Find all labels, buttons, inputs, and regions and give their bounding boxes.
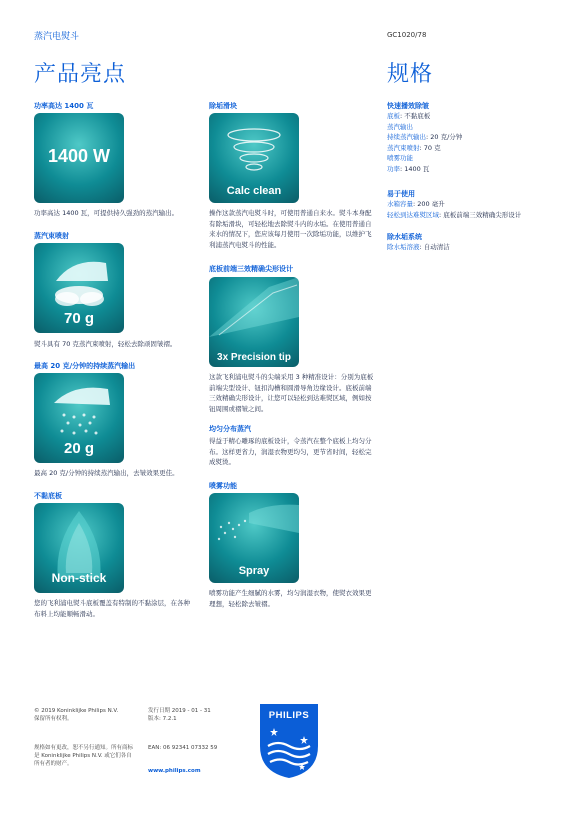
spray-tile	[209, 493, 299, 583]
philips-logo	[258, 702, 320, 780]
version: 版本: 7.2.1	[148, 716, 177, 722]
feature-text-distribution: 得益于精心雕琢的底板设计，令蒸汽在整个底板上均匀分布。这样更省力，润湿衣物更均匀，更节省时间，轻松完成熨烫。	[209, 437, 372, 466]
feature-title-power: 功率高达 1400 瓦	[34, 102, 94, 110]
feature-title-continuous: 最高 20 克/分钟的持续蒸汽输出	[34, 362, 136, 370]
non-stick-tile	[34, 503, 124, 593]
spec-line: 喷雾功能	[387, 154, 413, 162]
highlights-title: 产品亮点	[34, 62, 127, 87]
footer-disclaimer: 规格如有更改，恕不另行通知。所有商标是 Koninklijke Philips N.V. 或它们各自所有者的财产。	[34, 745, 134, 767]
specs-group-ease	[387, 189, 562, 220]
footer-ean: EAN: 06 92341 07332 59	[148, 745, 218, 751]
spec-line: 持续蒸汽输出: 20 克/分钟	[387, 133, 463, 141]
steam-shot-tile	[34, 243, 124, 333]
feature-title-tip: 底板前端三效精确尖形设计	[209, 265, 293, 273]
feature-title-nonstick: 不黏底板	[34, 492, 62, 500]
spec-line: 轻松到达难熨区域: 底板前端三效精确尖形设计	[387, 210, 522, 219]
specs-title: 规格	[387, 62, 434, 87]
specs-group-performance	[387, 101, 562, 174]
model-number: GC1020/78	[387, 31, 427, 39]
calc-clean-tile-label: Calc clean	[226, 185, 282, 197]
copyright-text: © 2019 Koninklijke Philips N.V.	[34, 708, 119, 714]
power-tile	[34, 113, 124, 203]
spec-title-descale: 除水垢系统	[387, 233, 422, 241]
feature-text-continuous: 最高 20 克/分钟的持续蒸汽输出，去皱效果更佳。	[34, 469, 179, 477]
spec-line: 水箱容量: 200 毫升	[387, 200, 445, 208]
spec-line: 蒸汽束喷射: 70 克	[387, 143, 441, 152]
footer-copyright	[34, 707, 134, 723]
spec-line: 除水垢溶液: 自动清洁	[387, 243, 450, 251]
feature-text-calc: 操作这款蒸汽电熨斗时，可使用普通自来水。熨斗本身配有除垢滑块，可轻松地去除熨斗内的水垢。在使用普通自来水的情况下，您应该每月使用一次除垢功能，以维护飞利浦蒸汽电熨斗的性能。	[209, 209, 372, 249]
power-tile-label: 1400 W	[47, 146, 111, 166]
feature-text-spray: 喷雾功能产生细腻的水雾，均匀润湿衣物，使熨衣效果更理想，轻松除去皱褶。	[209, 589, 372, 608]
issue-date: 发行日期 2019 - 01 - 31	[148, 708, 211, 714]
product-name: 蒸汽电熨斗	[34, 32, 80, 42]
spec-line: 蒸汽输出	[387, 122, 413, 131]
non-stick-tile-label: Non-stick	[51, 571, 107, 585]
website-link[interactable]: www.philips.com	[148, 768, 201, 774]
feature-title-spray: 喷雾功能	[209, 482, 237, 490]
feature-title-distribution: 均匀分布蒸汽	[209, 425, 251, 433]
continuous-steam-tile	[34, 373, 124, 463]
footer-issue	[148, 707, 248, 723]
spec-title-performance: 快速播效除皱	[387, 102, 429, 110]
spec-line: 功率: 1400 瓦	[387, 164, 430, 173]
feature-text-tip: 这款飞利浦电熨斗的尖端采用 3 种精准设计：分别为底板前端尖型设计、钮扣沟槽和圆滑导角边缘设计。底板前端三效精确尖形设计，让您可以轻松到达难熨区域，例如按钮周围或褶皱之间。	[209, 373, 374, 413]
feature-text-shot: 熨斗具有 70 克蒸汽束喷射，轻松去除顽固皱褶。	[34, 340, 177, 348]
brand-wordmark: PHILIPS	[268, 710, 310, 721]
continuous-steam-tile-label: 20 g	[63, 440, 94, 457]
specs-group-descale	[387, 232, 562, 253]
precision-tip-tile	[209, 277, 299, 367]
feature-text-power: 功率高达 1400 瓦，可提供持久强劲的蒸汽输出。	[34, 209, 179, 217]
rights-text: 保留所有权利。	[34, 716, 73, 722]
spec-line: 底板: 不黏底板	[387, 112, 431, 120]
spec-title-ease: 易于使用	[387, 190, 415, 198]
feature-title-shot: 蒸汽束喷射	[34, 232, 69, 240]
spray-tile-label: Spray	[238, 565, 270, 577]
feature-text-nonstick: 您的飞利浦电熨斗底板覆盖有特制的不黏涂层，在各种布料上均能顺畅滑动。	[34, 599, 190, 618]
precision-tip-tile-label: 3x Precision tip	[217, 352, 291, 363]
calc-clean-tile	[209, 113, 299, 203]
feature-title-calc: 除垢滑块	[209, 102, 237, 110]
steam-shot-tile-label: 70 g	[63, 310, 94, 327]
